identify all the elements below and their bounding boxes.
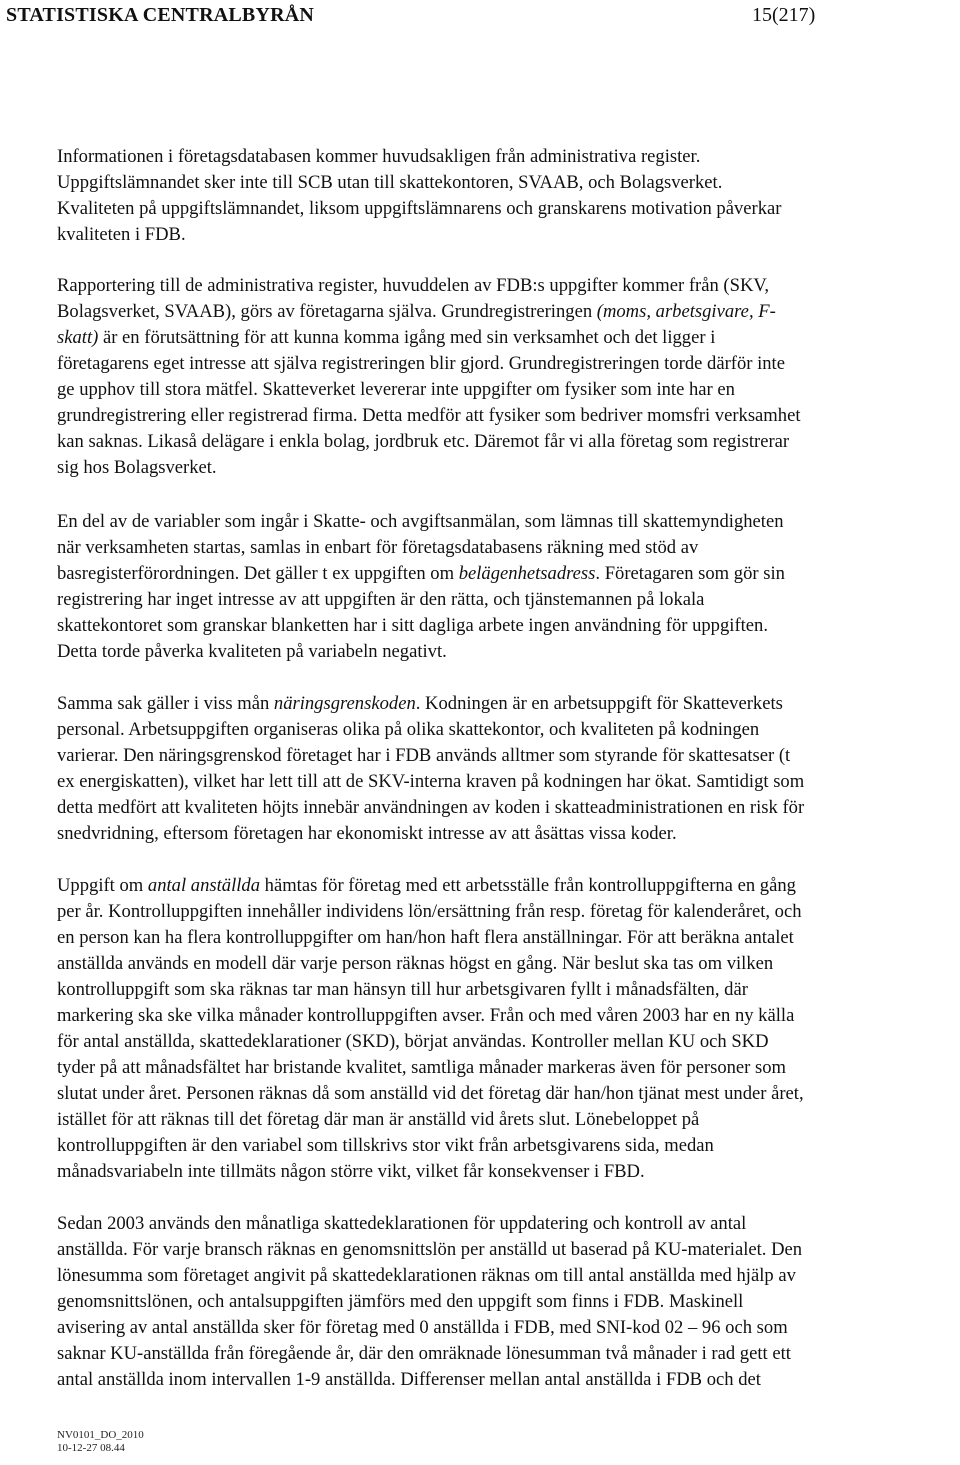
page-footer bbox=[57, 1429, 144, 1455]
paragraph-2-text-a: Rapportering till de administrativa register, huvuddelen av FDB:s uppgifter kommer från (SKV, Bolagsverket, SVAAB), görs av företagarna själva. Grundregistreringen bbox=[57, 275, 770, 322]
paragraph-3 bbox=[57, 509, 919, 665]
paragraph-3-text-a: En del av de variabler som ingår i Skatte- och avgiftsanmälan, som lämnas till skattemyndigheten när verksamheten startas, samlas in enbart för företagsdatabasens räkning med stöd av basregisterförordningen. Det gäller t ex uppgiften om bbox=[57, 511, 784, 584]
paragraph-4-text-b: . Kodningen är en arbetsuppgift för Skatteverkets personal. Arbetsuppgiften organiseras olika på olika skattekontor, och kvaliteten på kodningen varierar. Den näringsgrenskod företaget har i FDB används alltmer som styrande för skattesatser (t ex energiskatten), vilket har lett till att de SKV-interna kraven på kodningen har ökat. Samtidigt som detta medfört att kvaliteten höjts innebär användningen av koden i skatteadministrationen en risk för snedvridning, eftersom företagen har ekonomiskt intresse av att åsättas vissa koder. bbox=[57, 693, 805, 844]
paragraph-5 bbox=[57, 873, 919, 1185]
document-body bbox=[57, 144, 919, 1418]
paragraph-2-text-b: är en förutsättning för att kunna komma igång med sin verksamhet och det ligger i företagarens eget intresse att själva registreringen blir gjord. Grundregistreringen torde därför inte ge upphov till stora mätfel. Skatteverket levererar inte uppgifter om fysiker som inte har en grundregistrering eller registrerad firma. Detta medför att fysiker som bedriver momsfri verksamhet kan saknas. Likaså delägare i enkla bolag, jordbruk etc. Däremot får vi alla företag som registrerar sig hos Bolagsverket. bbox=[57, 327, 801, 478]
document-id: NV0101_DO_2010 bbox=[57, 1429, 144, 1441]
organization-name: STATISTISKA CENTRALBYRÅN bbox=[6, 4, 315, 26]
paragraph-6 bbox=[57, 1211, 919, 1393]
page-header bbox=[6, 4, 954, 28]
paragraph-1-text: Informationen i företagsdatabasen kommer huvudsakligen från administrativa register. Uppgiftslämnandet sker inte till SCB utan till skattekontoren, SVAAB, och Bolagsverket. Kvaliteten på uppgiftslämnandet, liksom uppgiftslämnarens och granskarens motivation påverkar kvaliteten i FDB. bbox=[57, 146, 782, 245]
paragraph-2 bbox=[57, 273, 919, 481]
paragraph-5-text-b: hämtas för företag med ett arbetsställe från kontrolluppgifterna en gång per år. Kontrolluppgiften innehåller individens lön/ersättning från resp. företag för kalenderåret, och en person kan ha flera kontrolluppgifter om han/hon haft flera anställningar. För att beräkna antalet anställda används en modell där varje person räknas högst en gång. När beslut ska tas om vilken kontrolluppgift som ska räknas tar man hänsyn till hur arbetsgivaren fyllt i månadsfälten, där markering ska ske vilka månader kontrolluppgiften avser. Från och med våren 2003 har en ny källa för antal anställda, skattedeklarationer (SKD), börjat användas. Kontroller mellan KU och SKD tyder på att månadsfältet har bristande kvalitet, samtliga månader markeras även för personer som slutat under året. Personen räknas då som anställd vid det företag där han/hon tjänat mest under året, istället för att räknas till det företag där man är anställd vid årets slut. Lönebeloppet på kontrolluppgiften är den variabel som tillskrivs stor vikt från arbetsgivarens sida, medan månadsvariabeln inte tillmäts någon större vikt, vilket får konsekvenser i FBD. bbox=[57, 875, 804, 1182]
paragraph-1 bbox=[57, 144, 919, 248]
paragraph-4-italic: näringsgrenskoden bbox=[273, 693, 416, 714]
paragraph-3-text-b: . Företagaren som gör sin registrering har inget intresse av att uppgiften är den rätta, och tjänstemannen på lokala skattekontoret som granskar blanketten har i sitt dagliga arbete ingen användning för uppgiften. Detta torde påverka kvaliteten på variabeln negativt. bbox=[57, 563, 785, 662]
paragraph-3-italic: belägenhetsadress bbox=[458, 563, 596, 584]
paragraph-4 bbox=[57, 691, 919, 847]
page-number: 15(217) bbox=[752, 4, 816, 26]
paragraph-2-italic: (moms, arbetsgivare, F- skatt) bbox=[57, 301, 776, 348]
paragraph-4-text-a: Samma sak gäller i viss mån bbox=[57, 693, 274, 714]
footer-timestamp: 10-12-27 08.44 bbox=[57, 1442, 125, 1454]
paragraph-5-italic: antal anställda bbox=[147, 875, 260, 896]
paragraph-5-text-a: Uppgift om bbox=[57, 875, 148, 896]
paragraph-6-text: Sedan 2003 används den månatliga skattedeklarationen för uppdatering och kontroll av antal anställda. För varje bransch räknas en genomsnittslön per anställd ut baserad på KU-materialet. Den lönesumma som företaget angivit på skattedeklarationen räknas om till antal anställda med hjälp av genomsnittslönen, och antalsuppgiften jämförs med den uppgift som finns i FDB. Maskinell avisering av antal anställda sker för företag med 0 anställda i FDB, med SNI-kod 02 – 96 och som saknar KU-anställda från föregående år, där den omräknade lönesumman två månader i rad gett ett antal anställda inom intervallen 1-9 anställda. Differenser mellan antal anställda i FDB och det bbox=[57, 1213, 803, 1390]
